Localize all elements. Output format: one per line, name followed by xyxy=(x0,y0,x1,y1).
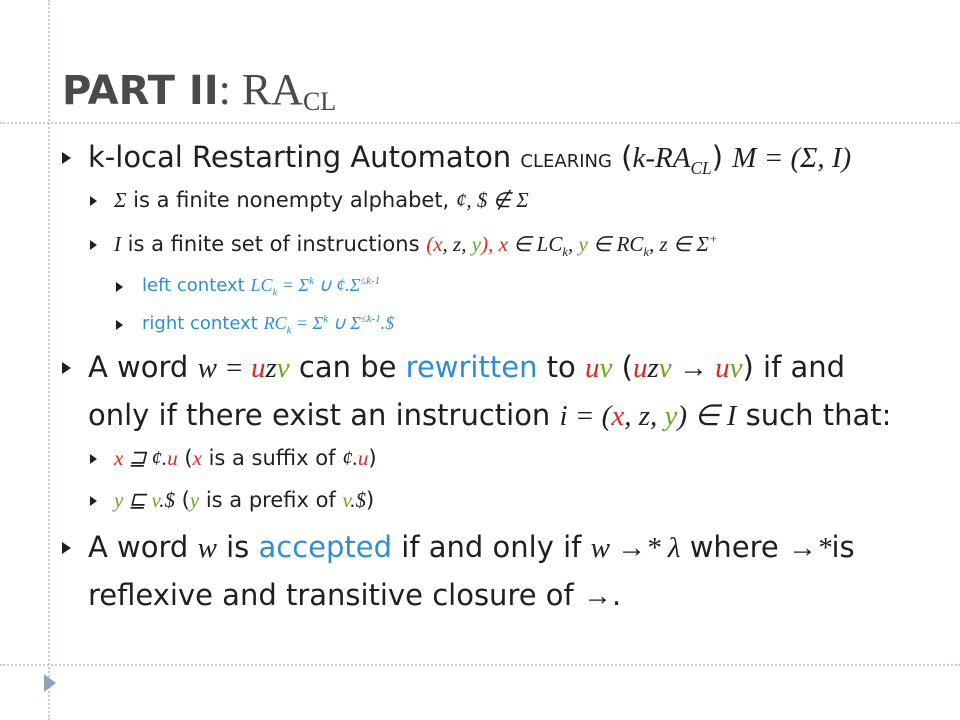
instructions-line: I is a finite set of instructions (x, z, y), x ∈ $LC_k$, y ∈ $RC_k$, z ∈ Σ+ xyxy=(114,232,718,260)
sigma-line: Σ is a finite nonempty alphabet, ¢, $ ∉ Σ xyxy=(114,188,529,212)
bullet-icon xyxy=(90,454,97,464)
bullet-icon xyxy=(90,196,97,206)
guide-vertical xyxy=(48,0,50,720)
bullet-icon xyxy=(116,282,123,292)
left-context-line: left context $LC_k = \Sigma^k$ ∪ $¢.\Sigma^{\le k-1}$ xyxy=(142,275,381,299)
bullet-icon xyxy=(62,542,71,554)
definition-line: k-local Restarting Automaton CLEARING $(k-RA_{CL}) M = (\Sigma$, I) xyxy=(88,140,852,178)
accept-line-1: A word w is accepted if and only if w →* λ where →*is xyxy=(88,530,855,564)
corner-arrow-icon xyxy=(44,674,56,692)
rewrite-line-2: only if there exist an instruction i = (x, z, y) ∈ I such that: xyxy=(88,398,892,432)
prefix-condition: y ⊑ v.$ (y is a prefix of v.$) xyxy=(114,488,375,512)
bullet-icon xyxy=(116,320,123,330)
guide-bottom xyxy=(0,664,960,666)
slide-title: PART II: $RA_{CL}$ xyxy=(62,65,337,116)
suffix-condition: x ⊒ ¢.u (x is a suffix of ¢.u) xyxy=(114,446,377,470)
bullet-icon xyxy=(90,240,97,250)
accept-line-2: reflexive and transitive closure of →. xyxy=(88,578,622,612)
guide-top xyxy=(0,122,960,124)
bullet-icon xyxy=(62,362,71,374)
bullet-icon xyxy=(62,152,71,164)
rewrite-line-1: A word w = uzv can be rewritten to uv (uzv → uv) if and xyxy=(88,350,846,384)
right-context-line: right context $RC_k = \Sigma^k$ ∪ $\Sigma^{\le k-1}.\$$ xyxy=(142,313,395,337)
bullet-icon xyxy=(90,496,97,506)
